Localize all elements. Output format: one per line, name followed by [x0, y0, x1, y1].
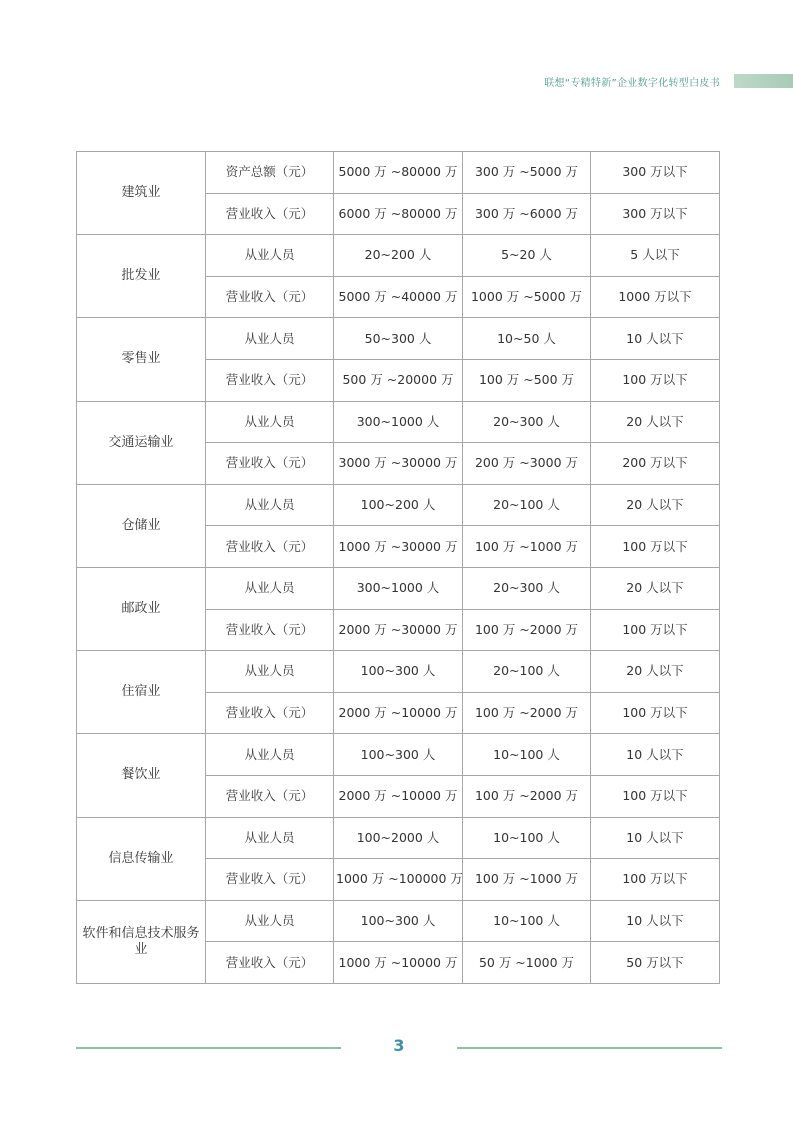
metric-cell: 从业人员: [206, 318, 334, 360]
enterprise-size-table: [76, 151, 720, 984]
small-threshold-cell: 50 万 ~1000 万: [463, 942, 591, 984]
metric-cell: 从业人员: [206, 484, 334, 526]
small-threshold-cell: 10~100 人: [463, 734, 591, 776]
micro-threshold-cell: 300 万以下: [591, 152, 720, 194]
small-threshold-cell: 100 万 ~2000 万: [463, 775, 591, 817]
micro-threshold-cell: 100 万以下: [591, 609, 720, 651]
metric-cell: 营业收入（元）: [206, 443, 334, 485]
medium-threshold-cell: 1000 万 ~10000 万: [334, 942, 463, 984]
industry-cell: 餐饮业: [77, 734, 206, 817]
metric-cell: 营业收入（元）: [206, 692, 334, 734]
table-row: [77, 152, 720, 194]
micro-threshold-cell: 50 万以下: [591, 942, 720, 984]
medium-threshold-cell: 20~200 人: [334, 235, 463, 277]
micro-threshold-cell: 20 人以下: [591, 567, 720, 609]
small-threshold-cell: 10~100 人: [463, 900, 591, 942]
metric-cell: 营业收入（元）: [206, 359, 334, 401]
small-threshold-cell: 20~100 人: [463, 484, 591, 526]
micro-threshold-cell: 20 人以下: [591, 484, 720, 526]
micro-threshold-cell: 10 人以下: [591, 318, 720, 360]
medium-threshold-cell: 5000 万 ~80000 万: [334, 152, 463, 194]
document-header-title: 联想“专精特新”企业数字化转型白皮书: [544, 78, 720, 89]
industry-cell: 建筑业: [77, 152, 206, 235]
medium-threshold-cell: 100~200 人: [334, 484, 463, 526]
small-threshold-cell: 10~100 人: [463, 817, 591, 859]
metric-cell: 从业人员: [206, 900, 334, 942]
header-accent-bar: [734, 74, 793, 88]
table-row: [77, 484, 720, 526]
table-row: [77, 401, 720, 443]
micro-threshold-cell: 200 万以下: [591, 443, 720, 485]
medium-threshold-cell: 6000 万 ~80000 万: [334, 193, 463, 235]
small-threshold-cell: 5~20 人: [463, 235, 591, 277]
medium-threshold-cell: 100~300 人: [334, 900, 463, 942]
footer-divider-left: [76, 1047, 341, 1049]
footer-divider-right: [457, 1047, 722, 1049]
micro-threshold-cell: 100 万以下: [591, 859, 720, 901]
industry-cell: 批发业: [77, 235, 206, 318]
metric-cell: 营业收入（元）: [206, 609, 334, 651]
micro-threshold-cell: 100 万以下: [591, 775, 720, 817]
medium-threshold-cell: 500 万 ~20000 万: [334, 359, 463, 401]
metric-cell: 从业人员: [206, 567, 334, 609]
small-threshold-cell: 20~300 人: [463, 567, 591, 609]
micro-threshold-cell: 10 人以下: [591, 900, 720, 942]
table-row: [77, 235, 720, 277]
industry-cell: 软件和信息技术服务业: [77, 900, 206, 983]
small-threshold-cell: 20~100 人: [463, 651, 591, 693]
micro-threshold-cell: 10 人以下: [591, 734, 720, 776]
medium-threshold-cell: 2000 万 ~10000 万: [334, 692, 463, 734]
table-row: [77, 651, 720, 693]
micro-threshold-cell: 10 人以下: [591, 817, 720, 859]
micro-threshold-cell: 20 人以下: [591, 401, 720, 443]
micro-threshold-cell: 100 万以下: [591, 359, 720, 401]
industry-cell: 住宿业: [77, 651, 206, 734]
medium-threshold-cell: 300~1000 人: [334, 567, 463, 609]
table-row: [77, 318, 720, 360]
metric-cell: 营业收入（元）: [206, 942, 334, 984]
industry-cell: 邮政业: [77, 567, 206, 650]
medium-threshold-cell: 5000 万 ~40000 万: [334, 276, 463, 318]
metric-cell: 营业收入（元）: [206, 276, 334, 318]
small-threshold-cell: 200 万 ~3000 万: [463, 443, 591, 485]
table-row: [77, 734, 720, 776]
metric-cell: 从业人员: [206, 734, 334, 776]
industry-cell: 交通运输业: [77, 401, 206, 484]
table-row: [77, 567, 720, 609]
metric-cell: 资产总额（元）: [206, 152, 334, 194]
page-number: 3: [393, 1036, 405, 1055]
micro-threshold-cell: 300 万以下: [591, 193, 720, 235]
industry-cell: 仓储业: [77, 484, 206, 567]
metric-cell: 营业收入（元）: [206, 859, 334, 901]
small-threshold-cell: 1000 万 ~5000 万: [463, 276, 591, 318]
small-threshold-cell: 100 万 ~2000 万: [463, 609, 591, 651]
small-threshold-cell: 300 万 ~5000 万: [463, 152, 591, 194]
metric-cell: 从业人员: [206, 817, 334, 859]
medium-threshold-cell: 1000 万 ~30000 万: [334, 526, 463, 568]
small-threshold-cell: 100 万 ~1000 万: [463, 526, 591, 568]
metric-cell: 营业收入（元）: [206, 526, 334, 568]
micro-threshold-cell: 100 万以下: [591, 692, 720, 734]
industry-cell: 信息传输业: [77, 817, 206, 900]
metric-cell: 从业人员: [206, 401, 334, 443]
medium-threshold-cell: 2000 万 ~10000 万: [334, 775, 463, 817]
medium-threshold-cell: 300~1000 人: [334, 401, 463, 443]
medium-threshold-cell: 50~300 人: [334, 318, 463, 360]
small-threshold-cell: 100 万 ~1000 万: [463, 859, 591, 901]
micro-threshold-cell: 100 万以下: [591, 526, 720, 568]
small-threshold-cell: 100 万 ~2000 万: [463, 692, 591, 734]
metric-cell: 从业人员: [206, 235, 334, 277]
medium-threshold-cell: 1000 万 ~100000 万: [334, 859, 463, 901]
micro-threshold-cell: 20 人以下: [591, 651, 720, 693]
medium-threshold-cell: 3000 万 ~30000 万: [334, 443, 463, 485]
micro-threshold-cell: 1000 万以下: [591, 276, 720, 318]
small-threshold-cell: 20~300 人: [463, 401, 591, 443]
industry-cell: 零售业: [77, 318, 206, 401]
medium-threshold-cell: 100~300 人: [334, 651, 463, 693]
small-threshold-cell: 10~50 人: [463, 318, 591, 360]
metric-cell: 营业收入（元）: [206, 193, 334, 235]
medium-threshold-cell: 100~2000 人: [334, 817, 463, 859]
table-row: [77, 900, 720, 942]
micro-threshold-cell: 5 人以下: [591, 235, 720, 277]
table-row: [77, 817, 720, 859]
small-threshold-cell: 100 万 ~500 万: [463, 359, 591, 401]
medium-threshold-cell: 100~300 人: [334, 734, 463, 776]
medium-threshold-cell: 2000 万 ~30000 万: [334, 609, 463, 651]
metric-cell: 营业收入（元）: [206, 775, 334, 817]
metric-cell: 从业人员: [206, 651, 334, 693]
small-threshold-cell: 300 万 ~6000 万: [463, 193, 591, 235]
